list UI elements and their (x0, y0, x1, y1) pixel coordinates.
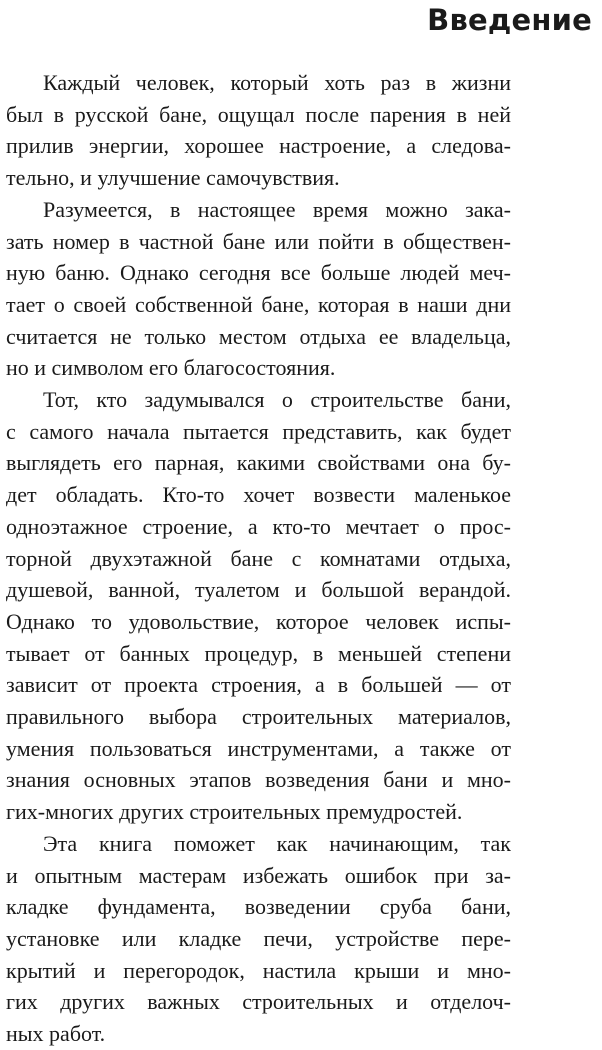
text-line: умения пользоваться инструментами, а также от (6, 735, 511, 761)
text-line: гих-многих других строительных премудростей. (6, 799, 463, 825)
text-line: крытий и перегородок, настила крыши и мно- (6, 957, 511, 983)
paragraph (6, 384, 511, 828)
text-line: Каждый человек, который хоть раз в жизни (43, 70, 511, 95)
text-line: был в русской бане, ощущал после парения в ней (6, 101, 511, 127)
body-text (6, 67, 511, 1050)
text-line: гих других важных строительных и отделоч- (6, 989, 511, 1015)
text-line: Эта книга поможет как начинающим, так (43, 830, 511, 856)
text-line: Однако то удовольствие, которое человек испы- (6, 608, 511, 634)
text-line: тельно, и улучшение самочувствия. (6, 165, 340, 191)
text-line: зать номер в частной бане или пойти в обществен- (6, 228, 511, 254)
text-line: и опытным мастерам избежать ошибок при за- (6, 862, 511, 888)
text-line: но и символом его благосостояния. (6, 355, 336, 381)
text-line: кладке фундамента, возведении сруба бани, (6, 894, 511, 920)
paragraph (6, 828, 511, 1050)
text-line: дет обладать. Кто-то хочет возвести маленькое (6, 482, 511, 508)
text-line: тывает от банных процедур, в меньшей степени (6, 640, 511, 666)
text-line: одноэтажное строение, а кто-то мечтает о прос- (6, 513, 511, 539)
text-line: знания основных этапов возведения бани и мно- (6, 767, 511, 793)
text-line: с самого начала пытается представить, как будет (6, 418, 511, 444)
text-line: душевой, ванной, туалетом и большой верандой. (6, 577, 511, 603)
text-line: прилив энергии, хорошее настроение, а следова- (6, 133, 511, 159)
text-line: торной двухэтажной бане с комнатами отдыха, (6, 545, 511, 571)
text-line: тает о своей собственной бане, которая в наши дни (6, 291, 511, 317)
paragraph (6, 67, 511, 194)
paragraph (6, 194, 511, 384)
text-line: зависит от проекта строения, а в большей — от (6, 672, 511, 698)
text-line: правильного выбора строительных материалов, (6, 704, 511, 730)
text-line: Тот, кто задумывался о строительстве бани, (43, 387, 511, 413)
text-line: считается не только местом отдыха ее владельца, (6, 323, 511, 349)
chapter-heading: Введение (427, 3, 592, 37)
text-line: установке или кладке печи, устройстве пере- (6, 925, 511, 951)
text-line: ную баню. Однако сегодня все больше людей меч- (6, 260, 511, 286)
text-line: выглядеть его парная, какими свойствами она бу- (6, 450, 511, 476)
text-line: ных работ. (6, 1021, 106, 1047)
text-line: Разумеется, в настоящее время можно зака- (43, 196, 511, 222)
